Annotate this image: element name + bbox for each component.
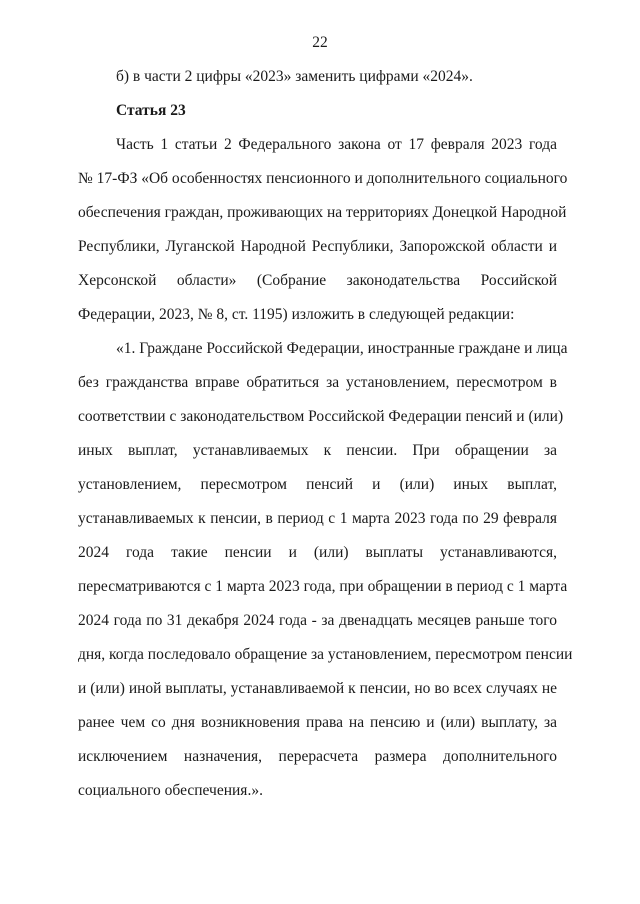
intro-line: Республики, Луганской Народной Республики, Запорожской области и xyxy=(78,238,557,255)
quote-line: иных выплат, устанавливаемых к пенсии. При обращении за xyxy=(78,442,557,459)
intro-paragraph xyxy=(78,128,568,332)
quote-line: 2024 года такие пенсии и (или) выплаты устанавливаются, xyxy=(78,544,557,561)
quote-line: ранее чем со дня возникновения права на пенсию и (или) выплату, за xyxy=(78,714,557,731)
intro-line: Часть 1 статьи 2 Федерального закона от 17 февраля 2023 года xyxy=(116,136,557,153)
quote-line: без гражданства вправе обратиться за установлением, пересмотром в xyxy=(78,374,557,391)
quote-line: соответствии с законодательством Российской Федерации пенсий и (или) xyxy=(78,408,564,425)
quote-line: исключением назначения, перерасчета размера дополнительного xyxy=(78,748,557,765)
quote-line: пересматриваются с 1 марта 2023 года, при обращении в период с 1 марта xyxy=(78,578,568,595)
intro-line: № 17-ФЗ «Об особенностях пенсионного и дополнительного социального xyxy=(78,170,568,187)
intro-line: Федерации, 2023, № 8, ст. 1195) изложить в следующей редакции: xyxy=(78,306,515,323)
article-heading: Статья 23 xyxy=(116,102,186,119)
quote-line: установлением, пересмотром пенсий и (или) иных выплат, xyxy=(78,476,557,493)
quote-line: дня, когда последовало обращение за установлением, пересмотром пенсии xyxy=(78,646,573,663)
item-b-line: б) в части 2 цифры «2023» заменить цифрами «2024». xyxy=(116,68,473,85)
page-number: 22 xyxy=(312,34,328,51)
quote-line: социального обеспечения.». xyxy=(78,782,263,799)
intro-line: Херсонской области» (Собрание законодательства Российской xyxy=(78,272,557,289)
intro-line: обеспечения граждан, проживающих на территориях Донецкой Народной xyxy=(78,204,567,221)
quoted-text-paragraph xyxy=(78,332,573,808)
quote-line: и (или) иной выплаты, устанавливаемой к пенсии, но во всех случаях не xyxy=(78,680,557,697)
quote-line: 2024 года по 31 декабря 2024 года - за двенадцать месяцев раньше того xyxy=(78,612,557,629)
quote-line: устанавливаемых к пенсии, в период с 1 марта 2023 года по 29 февраля xyxy=(78,510,557,527)
document-body xyxy=(78,60,573,808)
item-b-paragraph xyxy=(78,60,557,94)
quote-line: «1. Граждане Российской Федерации, иностранные граждане и лица xyxy=(116,340,568,357)
